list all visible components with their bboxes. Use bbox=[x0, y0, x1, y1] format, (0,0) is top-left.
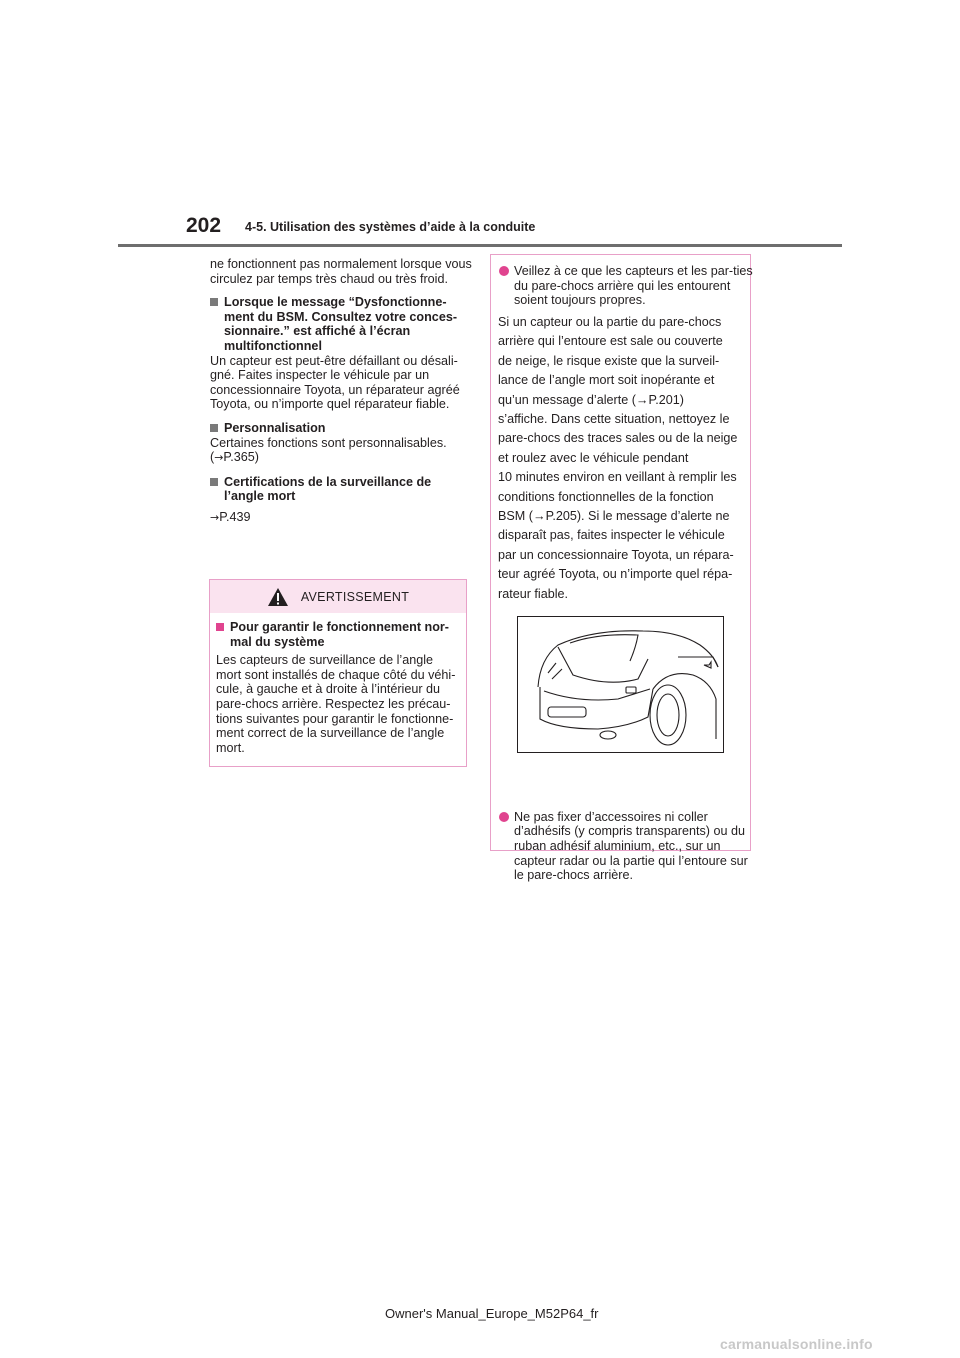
footer-text: Owner's Manual_Europe_M52P64_fr bbox=[385, 1306, 599, 1321]
watermark: carmanualsonline.info bbox=[720, 1336, 873, 1352]
warning-text: Les capteurs de surveillance de l’angle mort sont installés de chaque côté du véhi-cule, à gauche et à droite à l’intérieur du pare-chocs arrière. Respectez les précau-tions suivantes pour garantir le fonctionne-ment correct de la surveillance de l’angle mort. bbox=[216, 653, 456, 755]
rear-bumper-illustration bbox=[517, 616, 724, 753]
page-number: 202 bbox=[186, 214, 222, 237]
section-title: 4-5. Utilisation des systèmes d’aide à la conduite bbox=[245, 220, 536, 234]
section-heading-certifications: Certifications de la surveillance de l’angle mort bbox=[210, 475, 472, 504]
sensor-cleaning-paragraph: Si un capteur ou la partie du pare-chocs arrière qui l’entoure est sale ou couverte de neige, le risque existe que la surveil- lance de l’angle mort soit inopérante et qu’un message d’alerte (→P.201) s’affiche. Dans cette situation, nettoyez le pare-chocs des traces sales ou de la neige et roulez avec le véhicule pendant 10 minutes environ en veillant à remplir les conditions fonctionnelles de la fonction BSM (→P.205). Si le message d’alerte ne disparaît pas, faites inspecter le véhicule par un concessionnaire Toyota, un répara- teur agréé Toyota, ou n’importe quel répa- rateur fiable. bbox=[498, 315, 738, 601]
warning-triangle-icon bbox=[267, 587, 289, 607]
warning-body bbox=[210, 613, 466, 755]
square-bullet-icon bbox=[210, 478, 218, 486]
header-rule bbox=[118, 244, 842, 247]
car-rear-illustration bbox=[518, 617, 723, 752]
warning-box bbox=[209, 579, 467, 767]
left-column bbox=[210, 257, 472, 526]
round-bullet-icon bbox=[499, 266, 509, 276]
page-reference-link[interactable]: (→P.365) bbox=[210, 450, 259, 465]
warning-title: AVERTISSEMENT bbox=[300, 589, 410, 604]
square-bullet-icon bbox=[216, 623, 224, 631]
warning-heading: Pour garantir le fonctionnement nor-mal du système bbox=[216, 620, 459, 649]
square-bullet-icon bbox=[210, 424, 218, 432]
bullet-no-accessories: Ne pas fixer d’accessoires ni coller d’adhésifs (y compris transparents) ou du ruban adhésif aluminium, etc., sur un capteur radar ou la partie qui l’entoure sur le pare-chocs arrière. bbox=[498, 810, 754, 883]
section-text-personnalisation: Certaines fonctions sont personnalisables. bbox=[210, 435, 447, 450]
caution-box bbox=[490, 254, 753, 883]
section-heading-bsm-message: Lorsque le message “Dysfonctionne-ment du BSM. Consultez votre conces-sionnaire.” est affiché à l’écran multifonctionnel bbox=[210, 295, 472, 353]
intro-text: ne fonctionnent pas normalement lorsque vous circulez par temps très chaud ou très froid. bbox=[210, 257, 472, 286]
warning-header bbox=[210, 580, 466, 613]
bullet-keep-sensors-clean: Veillez à ce que les capteurs et les par-ties du pare-chocs arrière qui les entourent soient toujours propres. bbox=[498, 264, 754, 308]
arrow-right-icon: → bbox=[210, 510, 220, 524]
section-heading-personnalisation: Personnalisation bbox=[210, 421, 472, 436]
arrow-right-icon: → bbox=[214, 451, 224, 465]
round-bullet-icon bbox=[499, 812, 509, 822]
page-reference-link[interactable]: →P.439 bbox=[210, 509, 251, 524]
section-text-bsm-message: Un capteur est peut-être défaillant ou désali-gné. Faites inspecter le véhicule par un concessionnaire Toyota, un réparateur agréé Toyota, ou n’importe quel réparateur fiable. bbox=[210, 353, 460, 412]
square-bullet-icon bbox=[210, 298, 218, 306]
